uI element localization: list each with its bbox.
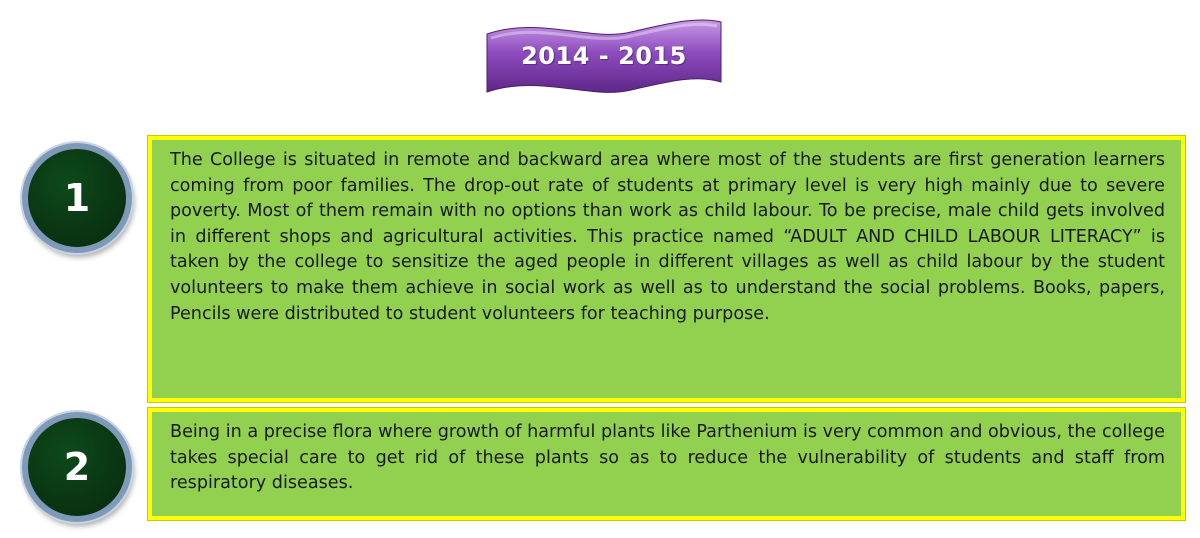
item-number-circle <box>22 412 132 522</box>
item-number-circle <box>22 143 132 253</box>
item-number: 2 <box>63 445 91 489</box>
banner-title: 2014 - 2015 <box>521 42 687 70</box>
year-banner <box>481 12 727 100</box>
item-description: Being in a precise flora where growth of harmful plants like Parthenium is very common and obvious, the college takes special care to get rid of these plants so as to reduce the vulnerability of students and staff from respiratory diseases. <box>170 422 1165 494</box>
item-number: 1 <box>63 176 91 220</box>
item-description-box <box>148 408 1185 520</box>
item-description: The College is situated in remote and backward area where most of the students are first generation learners coming from poor families. The drop-out rate of students at primary level is very high mainly due to severe poverty. Most of them remain with no options than work as child labour. To be precise, male child gets involved in different shops and agricultural activities. This practice named “ADULT AND CHILD LABOUR LITERACY” is taken by the college to sensitize the aged people in different villages as well as child labour by the student volunteers to make them achieve in social work as well as to understand the social problems. Books, papers, Pencils were distributed to student volunteers for teaching purpose. <box>170 150 1165 324</box>
item-description-box <box>148 136 1185 402</box>
